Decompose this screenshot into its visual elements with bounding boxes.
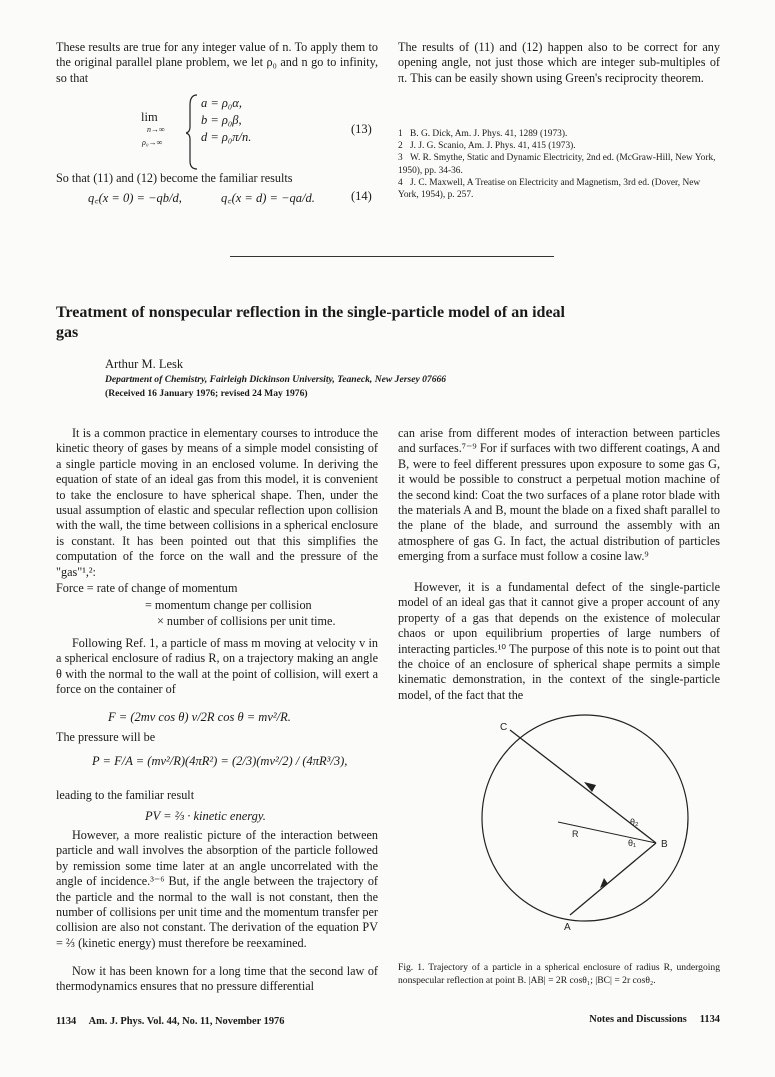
brace-icon — [186, 93, 200, 171]
equation-pressure: P = F/A = (mv²/R)(4πR²) = (2/3)(mv²/2) / (4πR³/3), — [92, 754, 348, 768]
label-b: B — [661, 839, 668, 850]
right-paragraph-1: can arise from different modes of interaction between particles and surfaces.⁷⁻⁹ For if surfaces with two different coatings, A and B, were to feel different pressures upon exposure to some gas G, it would be possible to construct a perpetual motion machine of the second kind: Coat the two surfaces of a plane rotor blade with the materials A and B, mount the blade on a fixed shaft parallel to the plane of the blade, and surround the assembly with an atmosphere of gas G. In fact, the actual distribution of particles emerging from a surface must follow a cosine law.⁹ — [398, 426, 720, 564]
top-right-paragraph: The results of (11) and (12) happen also to be correct for any opening angle, not just those which are integer sub-multiples of π. This can be easily shown using Green's reciprocity theorem. — [398, 40, 720, 85]
reference-4: 4 J. C. Maxwell, A Treatise on Electricity and Magnetism, 3rd ed. (Dover, New York, 1954), p. 257. — [398, 177, 701, 201]
reference-1: 1 B. G. Dick, Am. J. Phys. 41, 1289 (1973). — [398, 129, 568, 139]
reference-2: 2 J. J. G. Scanio, Am. J. Phys. 41, 415 (1973). — [398, 141, 576, 152]
figure-1-caption: Fig. 1. Trajectory of a particle in a spherical enclosure of radius R, undergoing nonspecular reflection at point B. |AB| = 2R cosθ₁; |BC| = 2r cosθ₂. — [398, 962, 720, 986]
eq13-number: (13) — [351, 122, 372, 136]
left-paragraph-5: However, a more realistic picture of the interaction between particle and wall involves the absorption of the particle followed by remission some time later at an angle uncorrelated with the angle of incidence.³⁻⁶ But, if the angle between the trajectory of the particle and the normal to the wall is not constant, then the number of collisions per unit time and the momentum transfer per collision are also not constant. The derivation of the equation PV = ⅔ (kinetic energy) must therefore be reexamined. — [56, 828, 378, 950]
section-divider — [230, 256, 554, 257]
footer-right: Notes and Discussions 1134 — [589, 1014, 720, 1025]
force-line-2: = momentum change per collision — [145, 598, 312, 612]
received-date: (Received 16 January 1976; revised 24 May 1976) — [105, 388, 308, 399]
force-line-3: × number of collisions per unit time. — [157, 614, 336, 628]
right-paragraph-2: However, it is a fundamental defect of the single-particle model of an ideal gas that it cannot give a proper account of any property of a gas that depends on the existence of molecular chaos or upon equilibrium properties of large numbers of interacting particles.¹⁰ The purpose of this note is to point out that the choice of an enclosure of spherical shape permits a simple kinematic demonstration, in the context of the single-particle model, of the fact that the — [398, 580, 720, 702]
eq13-line3: d = ρ₀π/n. — [201, 130, 252, 144]
enclosure-circle — [482, 715, 688, 921]
author-name: Arthur M. Lesk — [105, 357, 184, 371]
label-c: C — [500, 722, 508, 733]
equation-pv: PV = ⅔ · kinetic energy. — [145, 809, 266, 823]
eq13-lim: lim — [141, 110, 158, 124]
eq13-line1: a = ρ₀α, — [201, 96, 242, 110]
eq14-part-a: q꜀(x = 0) = −qb/d, — [88, 191, 182, 205]
reference-list — [398, 128, 720, 201]
label-r: R — [572, 829, 579, 839]
label-theta-1: θ₁ — [628, 838, 637, 848]
eq14-part-b: q꜀(x = d) = −qa/d. — [221, 191, 315, 205]
article-title: Treatment of nonspecular reflection in the single-particle model of an ideal gas — [56, 304, 565, 341]
label-theta-2: θ₂ — [630, 817, 639, 827]
reference-3: 3 W. R. Smythe, Static and Dynamic Electricity, 2nd ed. (McGraw-Hill, New York, 1950), pp. 34-36. — [398, 153, 716, 176]
left-paragraph-2: Following Ref. 1, a particle of mass m moving at velocity v in a spherical enclosure of radius R, on a trajectory making an angle θ with the normal to the wall at the point of collision, will exert a force on the container of — [56, 636, 378, 697]
left-paragraph-6: Now it has been known for a long time that the second law of thermodynamics ensures that no pressure differential — [56, 964, 378, 994]
equation-force: F = (2mv cos θ) v/2R cos θ = mv²/R. — [108, 710, 291, 724]
arrow-cb — [584, 782, 596, 792]
trajectory-ab — [570, 843, 656, 915]
eq13-line2: b = ρ₀β, — [201, 113, 242, 127]
figure-1-diagram — [480, 710, 700, 940]
left-paragraph-4: leading to the familiar result — [56, 788, 195, 802]
label-a: A — [564, 922, 571, 933]
left-paragraph-1: It is a common practice in elementary courses to introduce the kinetic theory of gases by means of a simple model consisting of a single particle moving in an enclosed volume. In deriving the equation of state of an ideal gas from this model, it is convenient to take the enclosure to have spherical shape. Then, under the usual assumption of elastic and specular reflection upon collision with the wall, the time between collisions in a spherical enclosure is constant. It has been pointed out that this simplifies the computation of the force on the wall and the pressure of the "gas"¹,²: — [56, 426, 378, 579]
force-line-1: Force = rate of change of momentum — [56, 581, 238, 595]
eq13-sub2: ρ₀→∞ — [142, 138, 163, 147]
eq14-number: (14) — [351, 189, 372, 203]
eq13-sub1: n→∞ — [147, 125, 165, 134]
equation-13 — [56, 93, 378, 173]
author-affiliation: Department of Chemistry, Fairleigh Dickinson University, Teaneck, New Jersey 07666 — [105, 374, 447, 385]
footer-left: 1134 Am. J. Phys. Vol. 44, No. 11, November 1976 — [56, 1016, 285, 1027]
top-left-paragraph-2: So that (11) and (12) become the familiar results — [56, 171, 293, 185]
left-paragraph-3: The pressure will be — [56, 730, 156, 744]
top-left-paragraph: These results are true for any integer value of n. To apply them to the original parallel plane problem, we let ρ₀ and n go to infinity, so that — [56, 40, 378, 85]
